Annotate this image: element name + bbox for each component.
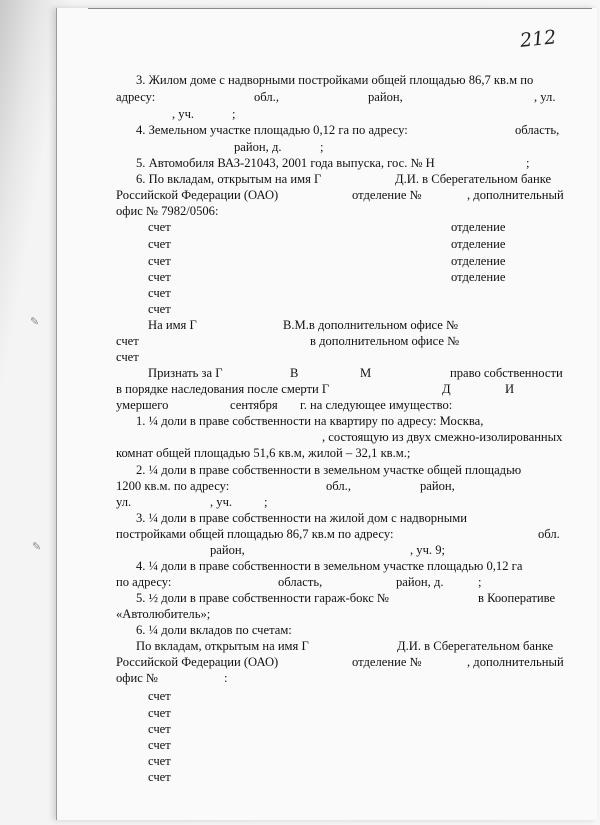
text-line: район, д.	[234, 140, 282, 154]
text-line: И	[505, 382, 515, 396]
text-line: адресу:	[116, 90, 156, 104]
text-line: сентября	[230, 398, 278, 412]
text-line: На имя Г	[148, 318, 197, 332]
page-number: 212	[518, 26, 558, 52]
text-line: счет	[148, 237, 171, 251]
text-line: По вкладам, открытым на имя Г	[136, 639, 309, 653]
text-line: 1200 кв.м. по адресу:	[116, 479, 230, 493]
text-line: ;	[320, 140, 324, 154]
text-line: Д.И. в Сберегательном банке	[395, 172, 552, 186]
text-line: , дополнительный	[467, 655, 564, 669]
text-line: Признать за Г	[148, 366, 223, 380]
text-line: , уч. 9;	[410, 543, 446, 557]
text-line: , дополнительный	[467, 188, 564, 202]
text-line: обл.,	[254, 90, 279, 104]
text-line: 2. ¼ доли в праве собственности в земельном участке общей площадью	[136, 463, 522, 477]
text-line: Д.И. в Сберегательном банке	[397, 639, 554, 653]
text-line: обл.,	[326, 479, 351, 493]
text-line: ;	[264, 495, 268, 509]
text-line: счет	[148, 270, 171, 284]
text-line: счет	[148, 706, 171, 720]
text-line: отделение №	[352, 188, 422, 202]
text-line: ;	[526, 156, 530, 170]
text-line: В	[290, 366, 299, 380]
text-line: Д	[442, 382, 451, 396]
text-line: счет	[148, 286, 171, 300]
text-line: район,	[210, 543, 245, 557]
text-line: район, д.	[396, 575, 444, 589]
page-top-border	[88, 8, 592, 9]
text-line: 1. ¼ доли в праве собственности на квартиру по адресу: Москва,	[136, 414, 484, 428]
text-line: область,	[515, 123, 560, 137]
text-line: 3. ¼ доли в праве собственности на жилой дом с надворными	[136, 511, 467, 525]
text-line: ;	[232, 107, 236, 121]
punch-hole-mark: ✎	[30, 316, 40, 328]
text-line: отделение	[451, 220, 506, 234]
text-line: 5. ½ доли в праве собственности гараж-бокс №	[136, 591, 389, 605]
text-line: район,	[420, 479, 455, 493]
text-line: счет	[116, 350, 139, 364]
text-line: ул.	[116, 495, 132, 509]
text-line: право собственности	[450, 366, 563, 380]
text-line: г. на следующее имущество:	[300, 398, 453, 412]
text-line: область,	[278, 575, 323, 589]
text-line: 5. Автомобиля ВАЗ-21043, 2001 года выпуска, гос. № Н	[136, 156, 435, 170]
text-line: в порядке наследования после смерти Г	[116, 382, 330, 396]
text-line: счет	[148, 220, 171, 234]
text-line: ;	[478, 575, 482, 589]
text-line: по адресу:	[116, 575, 172, 589]
text-line: 4. ¼ доли в праве собственности в земельном участке площадью 0,12 га	[136, 559, 523, 573]
text-line: умершего	[116, 398, 169, 412]
text-line: М	[360, 366, 372, 380]
text-line: 3. Жилом доме с надворными постройками общей площадью 86,7 кв.м по	[136, 73, 534, 87]
text-line: 6. По вкладам, открытым на имя Г	[136, 172, 322, 186]
text-line: 4. Земельном участке площадью 0,12 га по адресу:	[136, 123, 408, 137]
text-line: в Кооперативе	[478, 591, 556, 605]
text-line: :	[224, 671, 228, 685]
text-line: счет	[116, 334, 139, 348]
text-line: отделение	[451, 254, 506, 268]
text-line: счет	[148, 722, 171, 736]
text-line: Российской Федерации (ОАО)	[116, 188, 279, 202]
text-line: , состоящую из двух смежно-изолированных	[322, 430, 563, 444]
punch-hole-mark: ✎	[32, 541, 42, 553]
text-line: Российской Федерации (ОАО)	[116, 655, 279, 669]
text-line: , уч.	[210, 495, 233, 509]
text-line: счет	[148, 254, 171, 268]
text-line: отделение №	[352, 655, 422, 669]
text-line: постройками общей площадью 86,7 кв.м по адресу:	[116, 527, 394, 541]
text-line: район,	[368, 90, 403, 104]
text-line: отделение	[451, 270, 506, 284]
text-line: В.М.в дополнительном офисе №	[283, 318, 459, 332]
text-line: , ул.	[534, 90, 556, 104]
text-line: офис № 7982/0506:	[116, 204, 219, 218]
text-line: обл.	[538, 527, 560, 541]
text-line: счет	[148, 302, 171, 316]
text-line: , уч.	[172, 107, 195, 121]
text-line: счет	[148, 770, 171, 784]
text-line: счет	[148, 754, 171, 768]
text-line: офис №	[116, 671, 158, 685]
text-line: «Автолюбитель»;	[116, 607, 211, 621]
text-line: комнат общей площадью 51,6 кв.м, жилой – 32,1 кв.м.;	[116, 446, 411, 460]
text-line: отделение	[451, 237, 506, 251]
text-line: счет	[148, 738, 171, 752]
text-line: в дополнительном офисе №	[310, 334, 460, 348]
text-line: 6. ¼ доли вкладов по счетам:	[136, 623, 292, 637]
text-line: счет	[148, 689, 171, 703]
